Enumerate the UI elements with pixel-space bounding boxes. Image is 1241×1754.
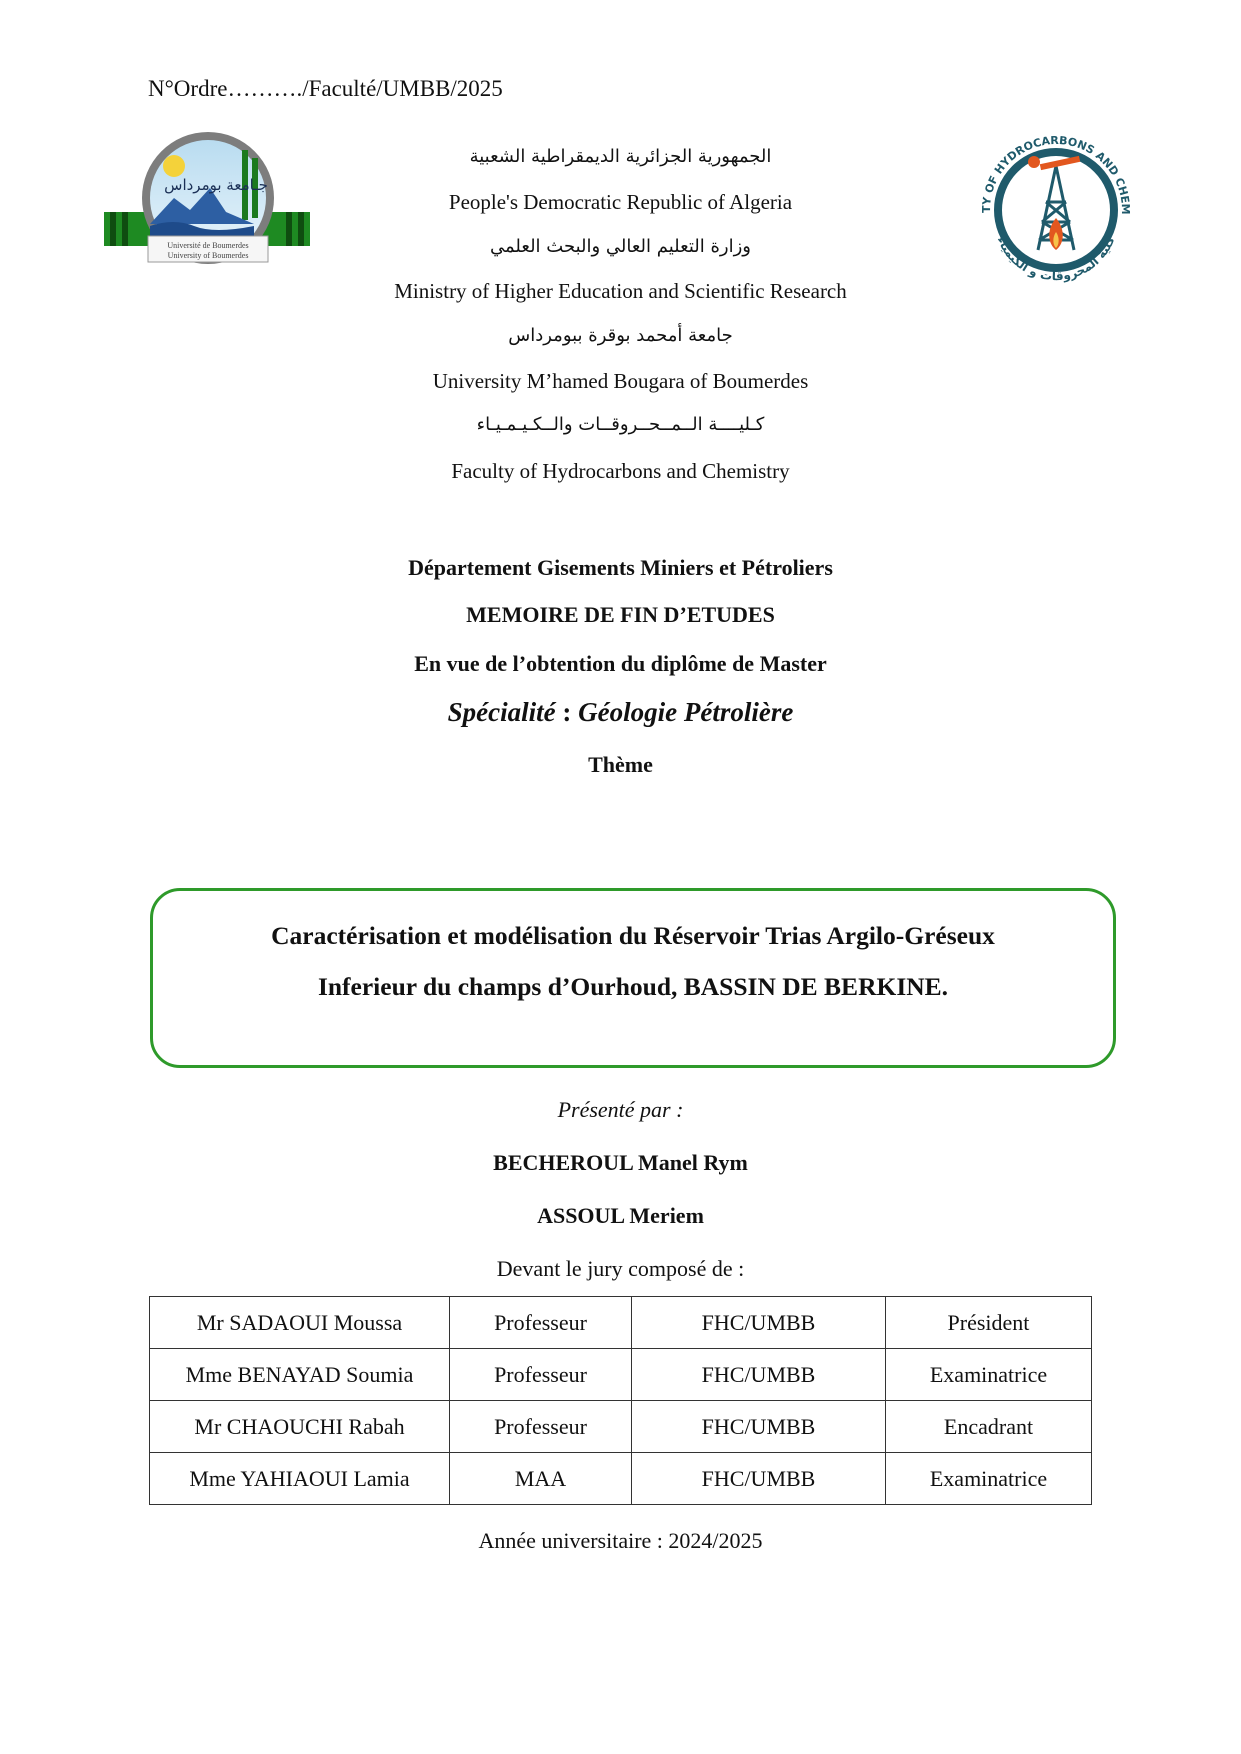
table-row [150,1401,1092,1453]
presented-by-label: Présenté par : [557,1097,684,1122]
republic-arabic: الجمهورية الجزائرية الديمقراطية الشعبية [469,146,772,167]
theme-line-1: Caractérisation et modélisation du Réservoir Trias Argilo-Gréseux [271,921,995,950]
university-arabic: جامعة أمحمد بوقرة ببومرداس [508,325,733,346]
logo-text-ar: جـامعة بومرداس [164,176,268,194]
specialty-label: Spécialité [447,697,556,727]
theme-box [150,888,1116,1068]
jury-grade: Professeur [450,1297,632,1349]
jury-name: Mme BENAYAD Soumia [150,1349,450,1401]
table-row [150,1297,1092,1349]
theme-line-2: Inferieur du champs d’Ourhoud, BASSIN DE BERKINE. [317,972,949,1001]
jury-grade: Professeur [450,1349,632,1401]
republic-english: People's Democratic Republic of Algeria [448,190,793,214]
jury-role: Encadrant [886,1401,1092,1453]
specialty-line [0,697,1241,728]
jury-grade: MAA [450,1453,632,1505]
logo-ring-text-ar: كلية المحروقات و الكيمياء [994,234,1118,284]
memoire-title: MEMOIRE DE FIN D’ETUDES [466,602,775,627]
faculty-english: Faculty of Hydrocarbons and Chemistry [451,459,790,483]
order-number: N°Ordre………./Faculté/UMBB/2025 [148,76,503,101]
faculty-arabic: كـليــــة الــمــحــروقــات والــكـيـمـيـاء [476,414,765,435]
jury-institution: FHC/UMBB [632,1297,886,1349]
diploma-line: En vue de l’obtention du diplôme de Master [414,651,827,676]
university-english: University M’hamed Bougara of Boumerdes [432,369,809,393]
jury-institution: FHC/UMBB [632,1401,886,1453]
ministry-english: Ministry of Higher Education and Scientific Research [394,279,847,303]
jury-grade: Professeur [450,1401,632,1453]
department-name: Département Gisements Miniers et Pétroliers [408,555,833,580]
ministry-arabic: وزارة التعليم العالي والبحث العلمي [490,236,751,257]
jury-name: Mr CHAOUCHI Rabah [150,1401,450,1453]
logo-ring-text-en: TY OF HYDROCARBONS AND CHEM [979,133,1133,215]
specialty-separator: : [555,697,579,727]
theme-label: Thème [588,752,653,777]
jury-table [149,1296,1092,1505]
author-1: BECHEROUL Manel Rym [493,1150,748,1175]
logo-text-fr: Université de Boumerdes [167,241,249,250]
author-2: ASSOUL Meriem [537,1203,704,1228]
academic-year: Année universitaire : 2024/2025 [478,1528,763,1553]
specialty-value: Géologie Pétrolière [578,697,794,727]
logo-text-en: University of Boumerdes [167,251,249,260]
jury-name: Mr SADAOUI Moussa [150,1297,450,1349]
jury-label: Devant le jury composé de : [496,1256,745,1281]
jury-role: Examinatrice [886,1453,1092,1505]
jury-role: Président [886,1297,1092,1349]
jury-institution: FHC/UMBB [632,1349,886,1401]
jury-name: Mme YAHIAOUI Lamia [150,1453,450,1505]
jury-role: Examinatrice [886,1349,1092,1401]
table-row [150,1349,1092,1401]
table-row [150,1453,1092,1505]
jury-institution: FHC/UMBB [632,1453,886,1505]
